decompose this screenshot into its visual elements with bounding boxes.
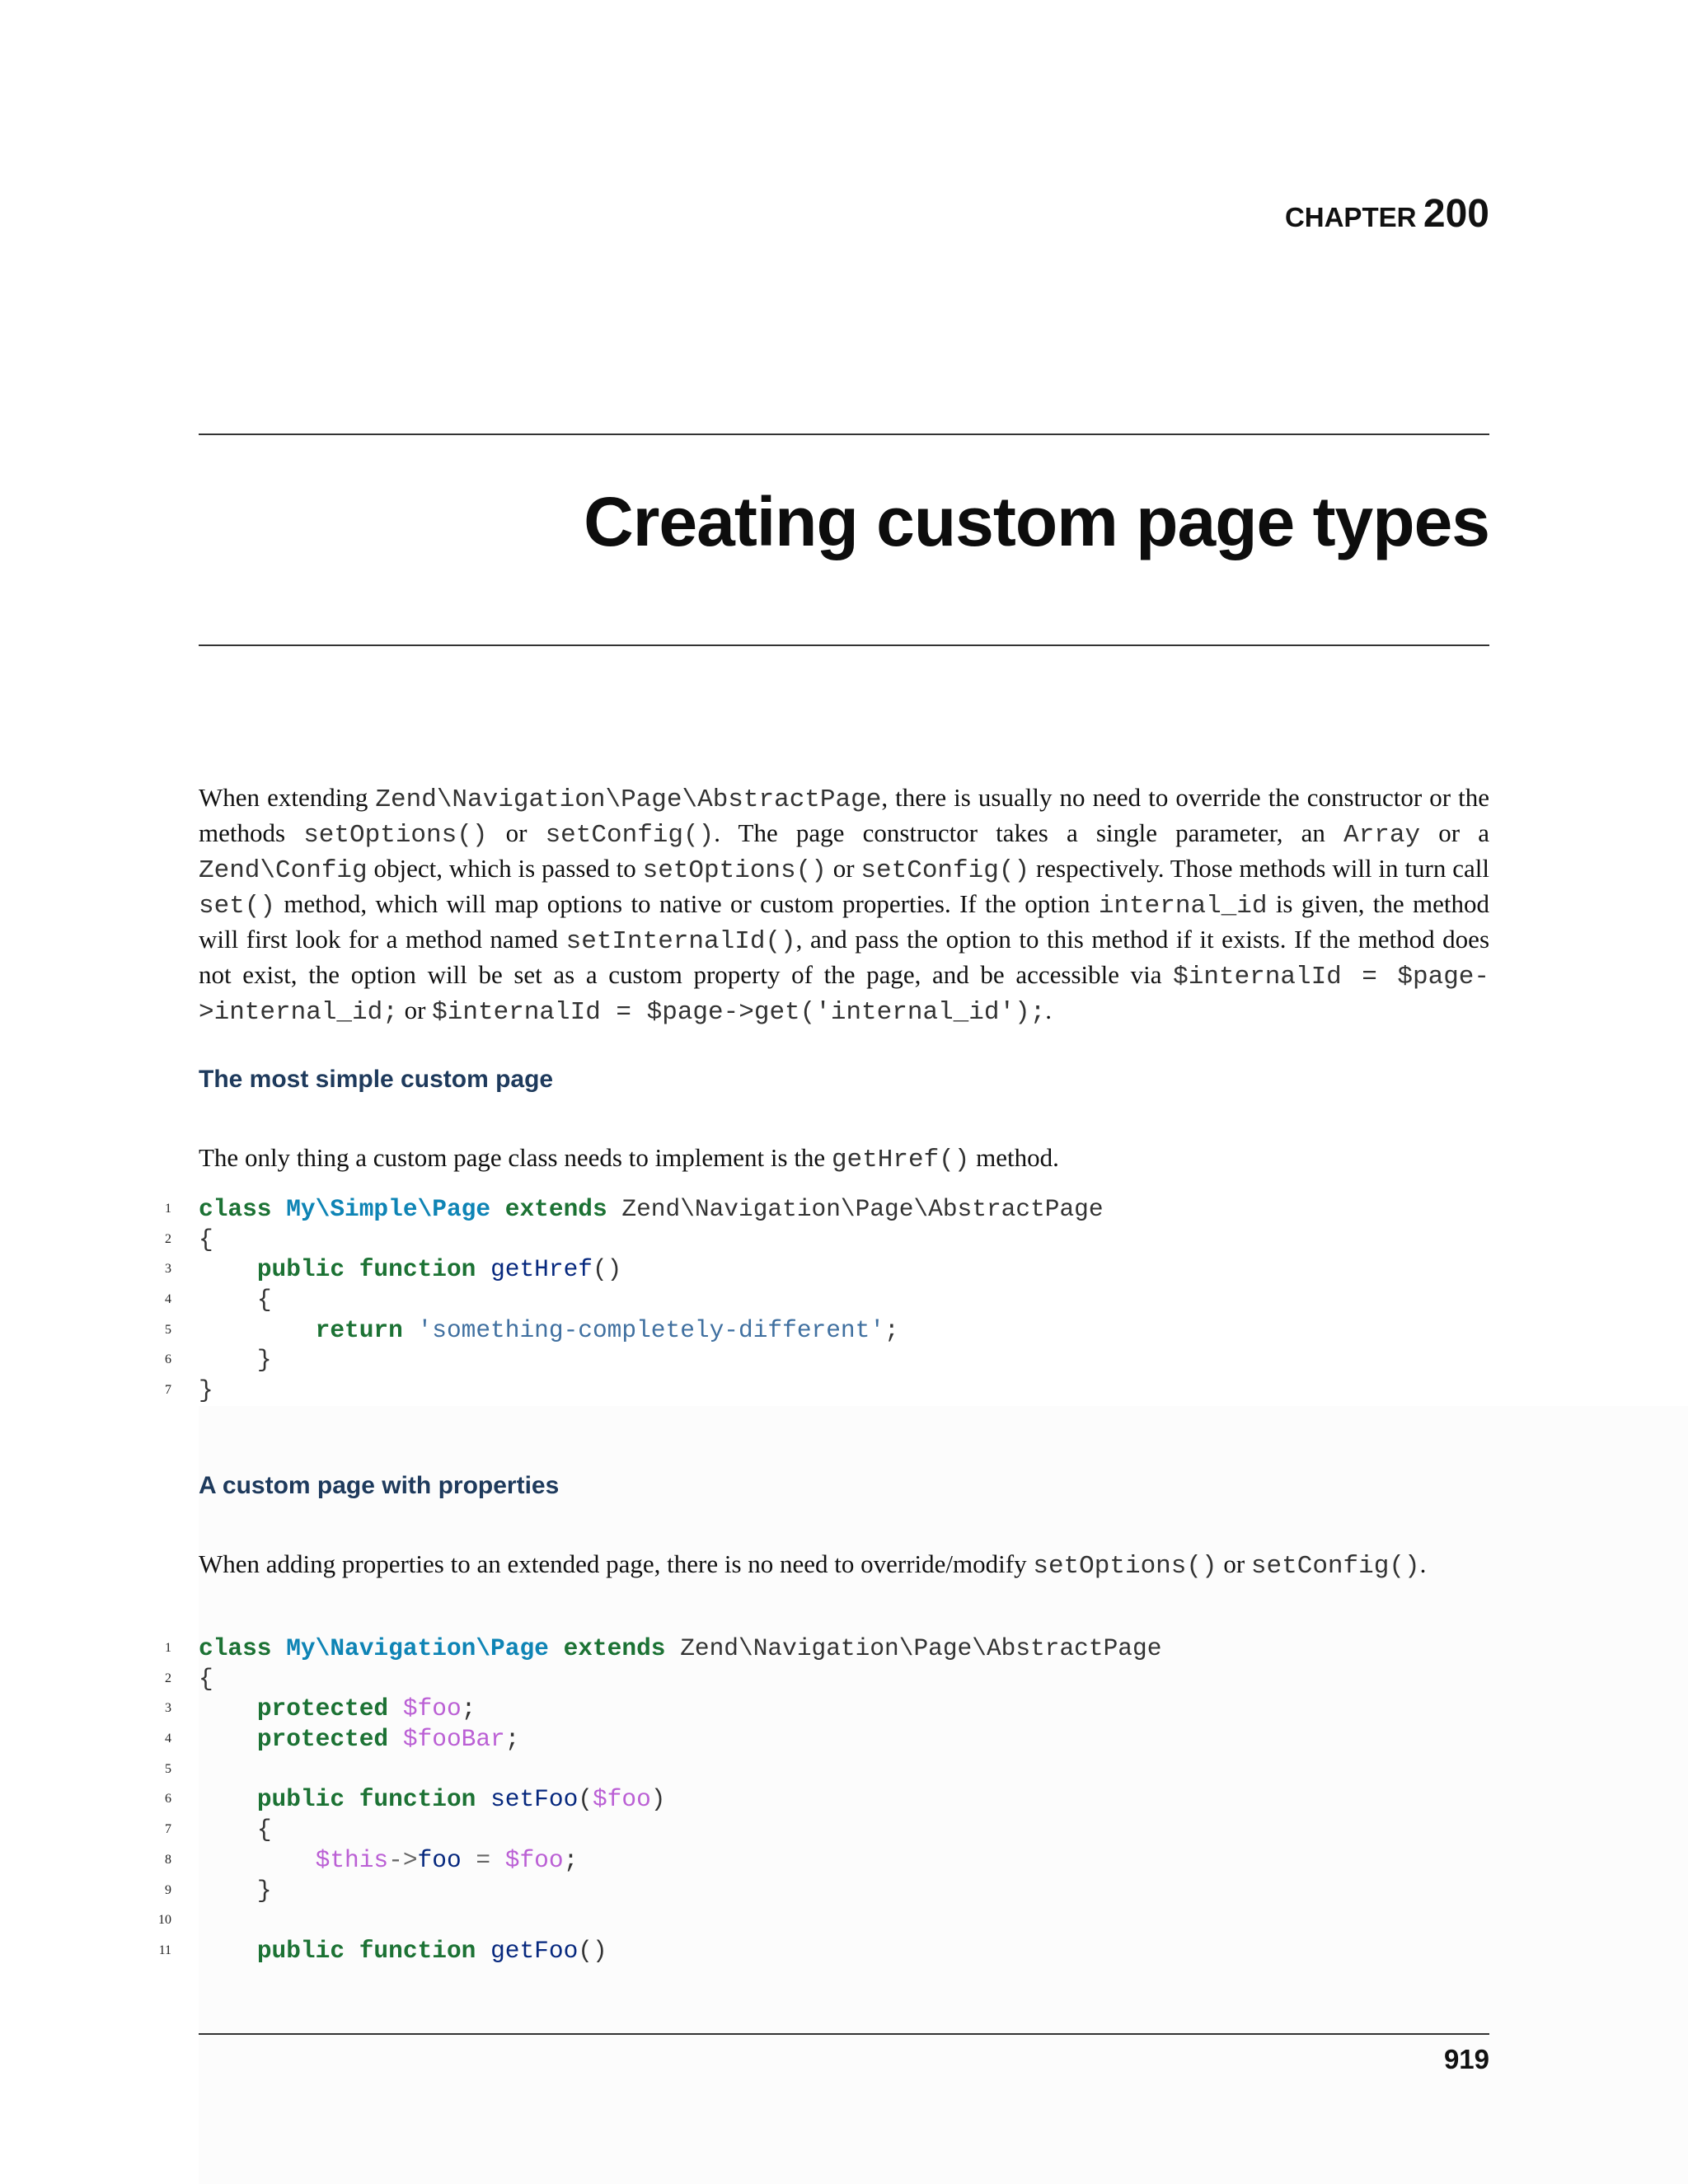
title-top-rule [199, 434, 1489, 435]
line-number: 2 [165, 1231, 171, 1246]
code-line [0, 1285, 1688, 1315]
chapter-label [1285, 191, 1489, 237]
code-brace: } [199, 1376, 213, 1405]
keyword: return [315, 1315, 403, 1344]
code-paren: ) [650, 1785, 666, 1814]
intro-text: . The page constructor takes a single parameter, an [714, 818, 1344, 847]
footer-rule [199, 2033, 1489, 2035]
inline-code: Zend\Navigation\Page\AbstractPage [375, 785, 882, 814]
keyword: function [359, 1785, 476, 1814]
property-name: foo [417, 1845, 462, 1874]
code-line [0, 1784, 1688, 1815]
string-literal: 'something-completely-different' [417, 1315, 885, 1344]
code-line [0, 1694, 1688, 1724]
line-number: 2 [165, 1671, 171, 1685]
section1-text: The only thing a custom page class needs to implement is the [199, 1143, 832, 1172]
variable: $this [315, 1845, 389, 1874]
intro-text: or [826, 854, 861, 883]
inline-code: setOptions() [642, 856, 827, 885]
code-brace: } [256, 1346, 272, 1375]
keyword: function [359, 1936, 476, 1965]
code-block-simple [0, 1194, 1688, 1406]
intro-text: or [487, 818, 546, 847]
code-paren: () [592, 1255, 622, 1284]
inline-code: getHref() [831, 1146, 970, 1174]
line-number: 11 [158, 1943, 171, 1957]
line-number: 6 [165, 1792, 171, 1807]
section-heading-simple: The most simple custom page [199, 1066, 554, 1093]
code-line [0, 1905, 1688, 1936]
code-block-properties [0, 1633, 1688, 1966]
section1-text: method. [969, 1143, 1059, 1172]
code-brace: } [256, 1876, 272, 1905]
keyword: extends [504, 1195, 607, 1223]
variable: $foo [504, 1845, 564, 1874]
keyword: public [256, 1936, 345, 1965]
code-line [0, 1755, 1688, 1785]
code-line [0, 1845, 1688, 1876]
section2-text: or [1217, 1549, 1251, 1578]
line-number: 10 [158, 1913, 171, 1928]
operator: = [461, 1845, 505, 1874]
intro-text: , and pass the option to this method if it exists. If the method does not exist, the option will be set as a custom property of the page, and be accessible via [199, 925, 1490, 989]
code-line [0, 1815, 1688, 1845]
intro-text: or a [1420, 818, 1489, 847]
keyword: public [256, 1255, 345, 1284]
keyword: extends [563, 1634, 666, 1662]
code-paren: () [578, 1936, 607, 1965]
inline-code: setConfig() [860, 856, 1030, 885]
line-number: 7 [165, 1383, 171, 1398]
keyword: class [199, 1634, 272, 1662]
intro-text: is given, the method will first look for a method named [199, 889, 1490, 954]
code-semicolon: ; [563, 1845, 579, 1874]
section2-paragraph [199, 1548, 1489, 1583]
operator: -> [388, 1845, 418, 1874]
code-line [0, 1345, 1688, 1376]
code-line [0, 1633, 1688, 1664]
inline-code: setConfig() [1250, 1552, 1420, 1581]
code-line [0, 1664, 1688, 1694]
code-line [0, 1254, 1688, 1285]
line-number: 1 [165, 1641, 171, 1655]
function-name: setFoo [490, 1785, 579, 1814]
line-number: 5 [165, 1322, 171, 1337]
line-number: 5 [165, 1761, 171, 1776]
inline-code: Array [1343, 821, 1421, 850]
section2-text: When adding properties to an extended page, there is no need to override/modify [199, 1549, 1034, 1578]
intro-text: method, which will map options to native or custom properties. If the option [275, 889, 1099, 918]
inline-code: $internalId = $page->internal_id; [199, 963, 1490, 1027]
inline-code: internal_id [1098, 892, 1268, 921]
class-name: My\Navigation\Page [286, 1634, 549, 1662]
function-name: getFoo [490, 1936, 579, 1965]
line-number: 3 [165, 1262, 171, 1277]
line-number: 7 [165, 1822, 171, 1837]
intro-text: object, which is passed to [367, 854, 643, 883]
line-number: 4 [165, 1292, 171, 1307]
code-line [0, 1876, 1688, 1906]
chapter-word: CHAPTER [1284, 202, 1417, 232]
code-semicolon: ; [504, 1725, 520, 1754]
intro-text: respectively. Those methods will in turn call [1029, 854, 1489, 883]
keyword: protected [256, 1694, 389, 1723]
class-name: My\Simple\Page [286, 1195, 491, 1223]
section1-paragraph [199, 1141, 1489, 1177]
code-line [0, 1194, 1688, 1225]
intro-text: or [397, 996, 433, 1024]
intro-text: , there is usually no need to override the constructor or the methods [199, 783, 1489, 847]
function-name: getHref [490, 1255, 593, 1284]
line-number: 4 [165, 1732, 171, 1746]
code-line [0, 1376, 1688, 1406]
keyword: public [256, 1785, 345, 1814]
keyword: class [199, 1195, 272, 1223]
intro-paragraph [199, 781, 1489, 1029]
variable: $foo [402, 1694, 462, 1723]
inline-code: Zend\Config [199, 856, 368, 885]
code-brace: { [256, 1286, 272, 1315]
line-number: 8 [165, 1852, 171, 1867]
line-number: 3 [165, 1701, 171, 1716]
chapter-number: 200 [1423, 192, 1489, 236]
line-number: 1 [165, 1202, 171, 1216]
inline-code: setConfig() [545, 821, 715, 850]
intro-text: When extending [199, 783, 376, 812]
inline-code: setInternalId() [565, 927, 796, 956]
title-bottom-rule [199, 644, 1489, 646]
code-semicolon: ; [884, 1315, 899, 1344]
code-line [0, 1724, 1688, 1755]
parent-class: Zend\Navigation\Page\AbstractPage [621, 1195, 1104, 1223]
inline-code: setOptions() [303, 821, 488, 850]
keyword: protected [256, 1725, 389, 1754]
inline-code: set() [199, 892, 276, 921]
code-brace: { [256, 1816, 272, 1844]
line-number: 6 [165, 1352, 171, 1367]
intro-text: . [1045, 996, 1053, 1024]
code-line [0, 1936, 1688, 1966]
code-brace: { [199, 1225, 213, 1254]
page-title: Creating custom page types [584, 483, 1489, 560]
inline-code: setOptions() [1033, 1552, 1217, 1581]
page-number: 919 [1443, 2044, 1489, 2074]
variable: $fooBar [402, 1725, 505, 1754]
variable: $foo [592, 1785, 651, 1814]
code-paren: ( [578, 1785, 593, 1814]
section-heading-properties: A custom page with properties [199, 1472, 560, 1499]
code-semicolon: ; [461, 1694, 476, 1723]
inline-code: $internalId = $page->get('internal_id'); [432, 998, 1046, 1027]
code-line [0, 1315, 1688, 1346]
line-number: 9 [165, 1882, 171, 1897]
code-line [0, 1225, 1688, 1255]
keyword: function [359, 1255, 476, 1284]
code-brace: { [199, 1664, 213, 1693]
section2-text: . [1419, 1549, 1427, 1578]
parent-class: Zend\Navigation\Page\AbstractPage [680, 1634, 1162, 1662]
